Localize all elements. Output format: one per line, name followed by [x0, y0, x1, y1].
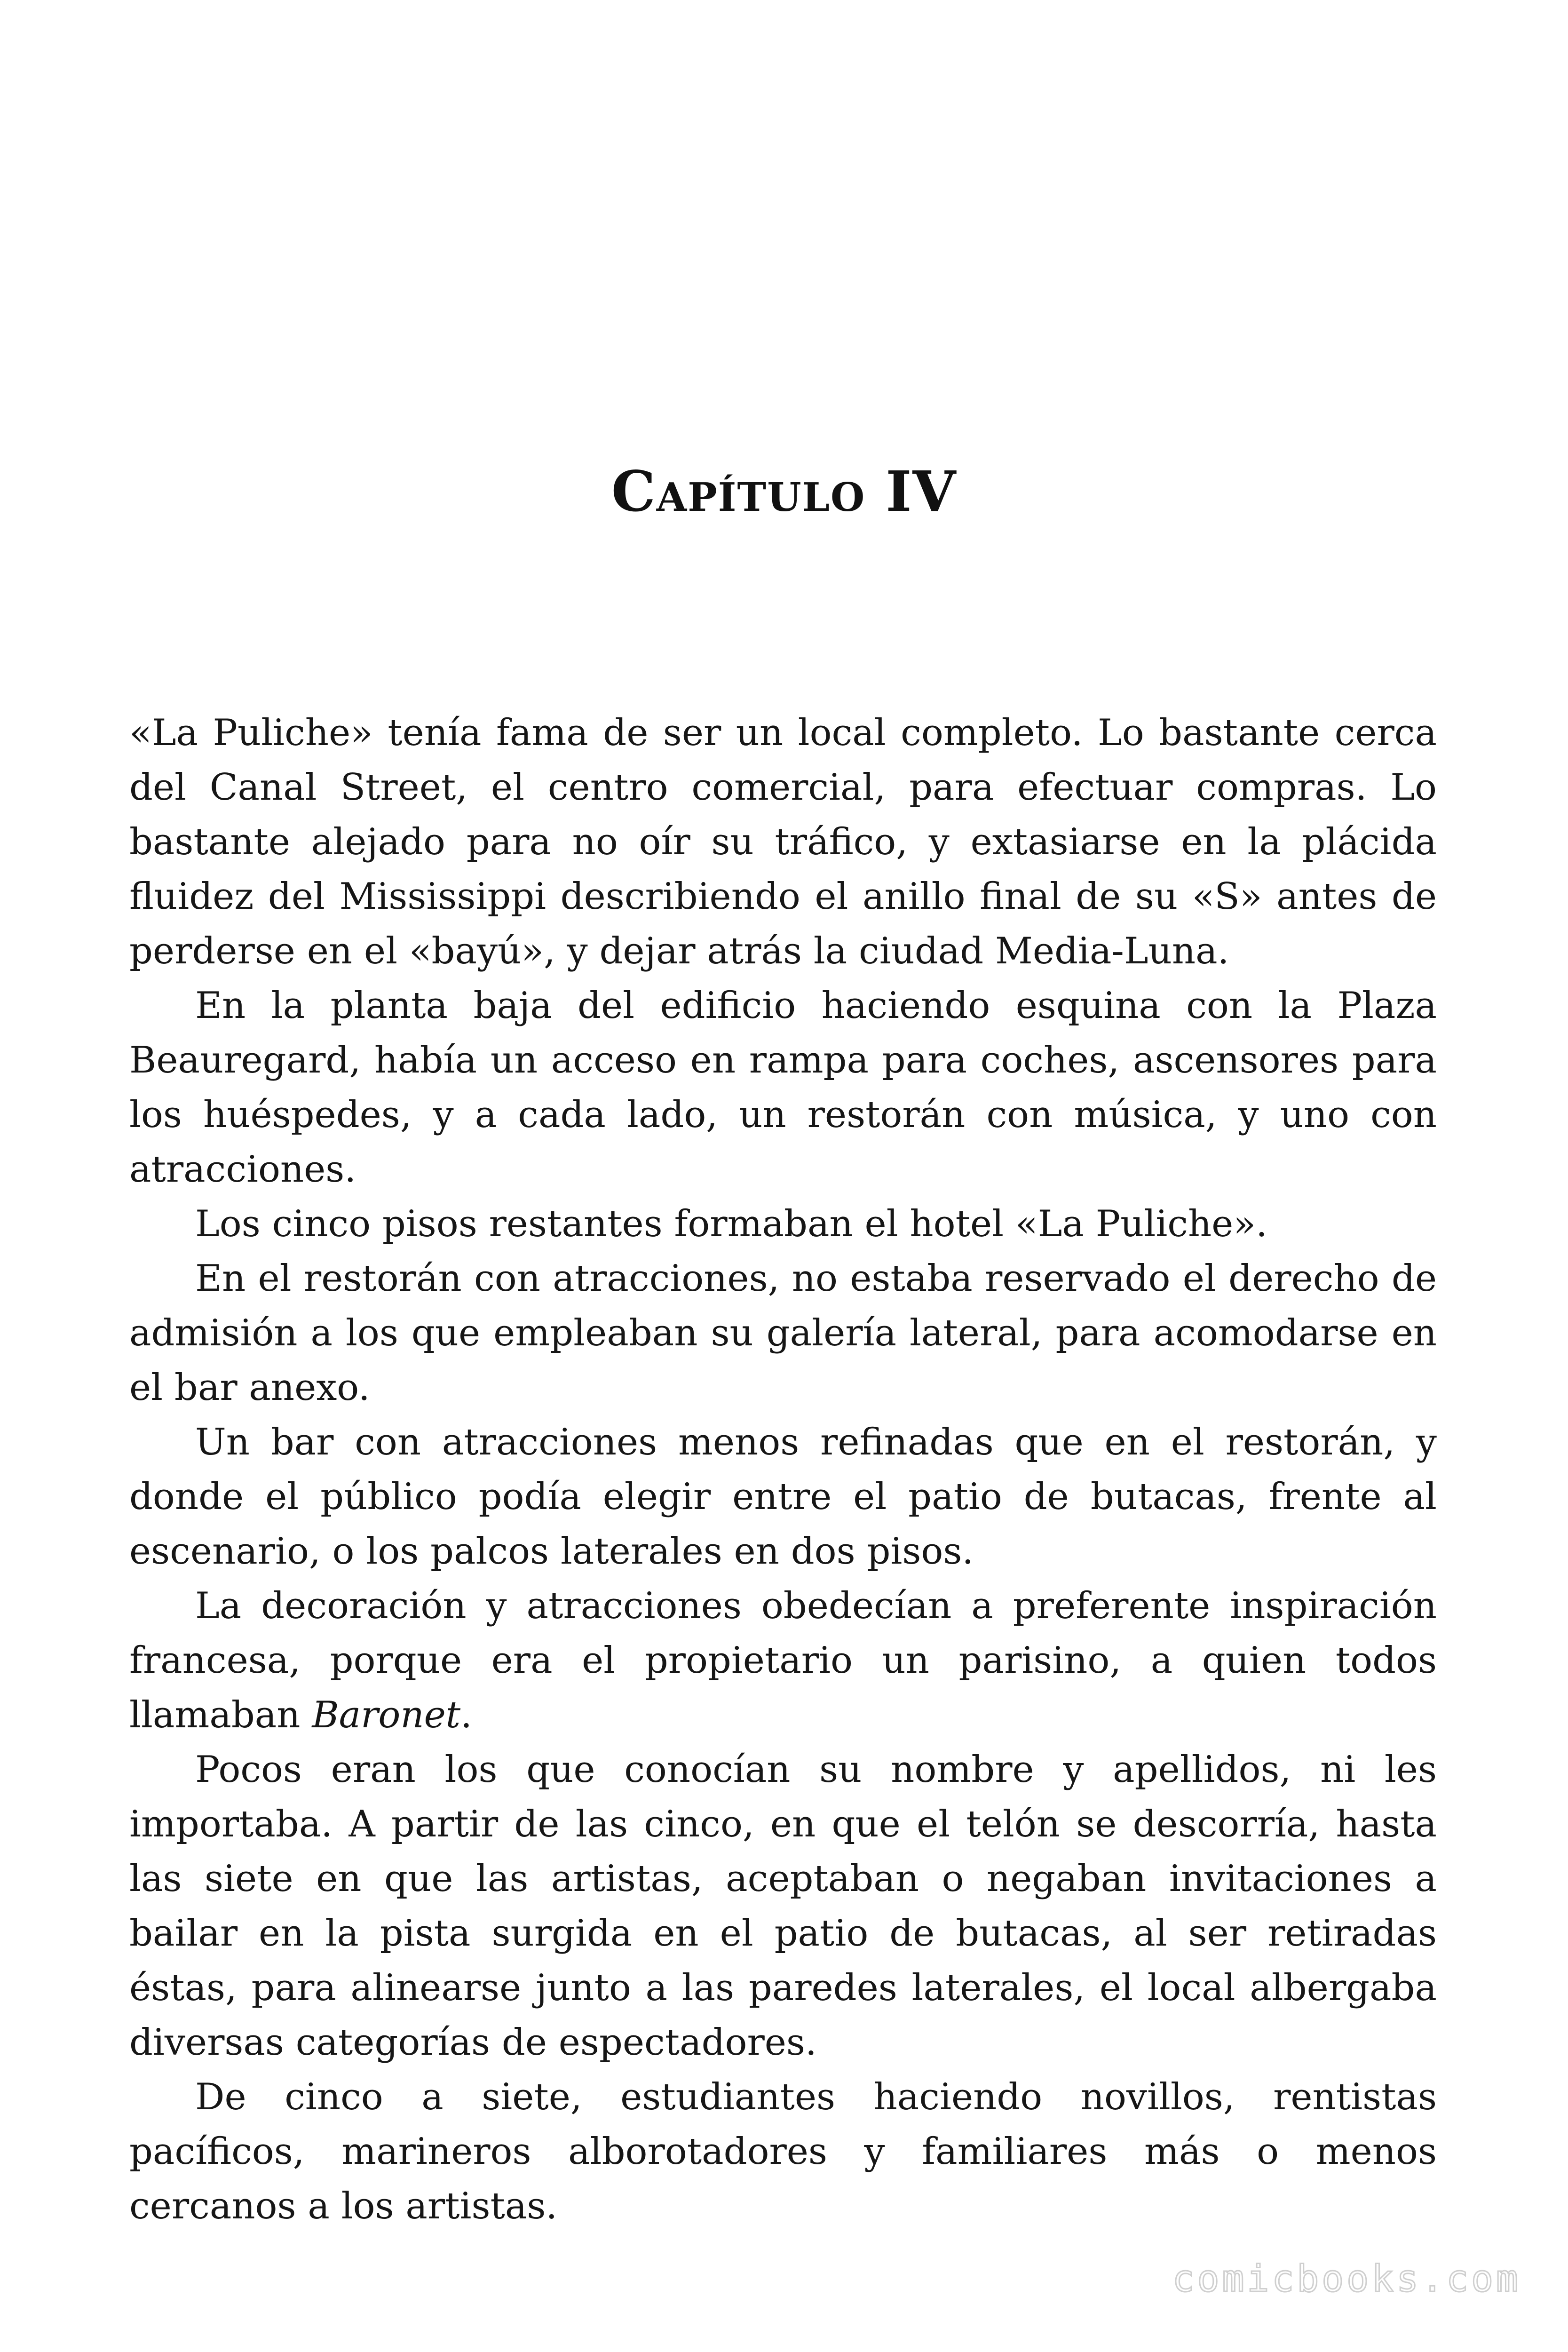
- paragraph-5: [129, 1415, 1437, 1579]
- paragraph-7: [129, 1742, 1437, 2070]
- paragraph-text: En el restorán con atracciones, no estaba reservado el derecho de admisión a los que empleaban su galería lateral, para acomodarse en el bar anexo.: [129, 1257, 1437, 1409]
- paragraph-text: La decoración y atracciones obedecían a preferente inspiración francesa, porque era el propietario un parisino, a quien todos llamaban: [129, 1585, 1437, 1736]
- paragraph-text: «La Puliche» tenía fama de ser un local completo. Lo bastante cerca del Canal Street, el centro comercial, para efectuar compras. Lo bastante alejado para no oír su tráfico, y extasiarse en la plácida fluidez del Mississippi describiendo el anillo final de su «S» antes de perderse en el «bayú», y dejar atrás la ciudad Media-Luna.: [129, 712, 1437, 972]
- paragraph-2: [129, 978, 1437, 1197]
- paragraph-4: [129, 1251, 1437, 1415]
- paragraph-text: Pocos eran los que conocían su nombre y apellidos, ni les importaba. A partir de las cinco, en que el telón se descorría, hasta las siete en que las artistas, aceptaban o negaban invitaciones a bailar en la pista surgida en el patio de butacas, al ser retiradas éstas, para alinearse junto a las paredes laterales, el local albergaba diversas categorías de espectadores.: [129, 1748, 1437, 2064]
- paragraph-8: [129, 2070, 1437, 2233]
- paragraph-text: De cinco a siete, estudiantes haciendo novillos, rentistas pacíficos, marineros alborotadores y familiares más o menos cercanos a los artistas.: [129, 2076, 1437, 2227]
- chapter-title: Capítulo IV: [611, 459, 957, 524]
- paragraph-text: Un bar con atracciones menos refinadas que en el restorán, y donde el público podía elegir entre el patio de butacas, frente al escenario, o los palcos laterales en dos pisos.: [129, 1421, 1437, 1573]
- paragraph-6: [129, 1579, 1437, 1742]
- paragraph-text-end: .: [460, 1694, 472, 1736]
- paragraph-1: [129, 706, 1437, 978]
- italic-name: Baronet: [312, 1694, 461, 1736]
- paragraph-text: Los cinco pisos restantes formaban el hotel «La Puliche».: [195, 1203, 1267, 1245]
- watermark: comicbooks.com: [1172, 2258, 1521, 2300]
- chapter-body: [129, 706, 1437, 2233]
- paragraph-text: En la planta baja del edificio haciendo esquina con la Plaza Beauregard, había un acceso en rampa para coches, ascensores para los huéspedes, y a cada lado, un restorán con música, y uno con atracciones.: [129, 985, 1437, 1191]
- paragraph-3: [129, 1197, 1437, 1251]
